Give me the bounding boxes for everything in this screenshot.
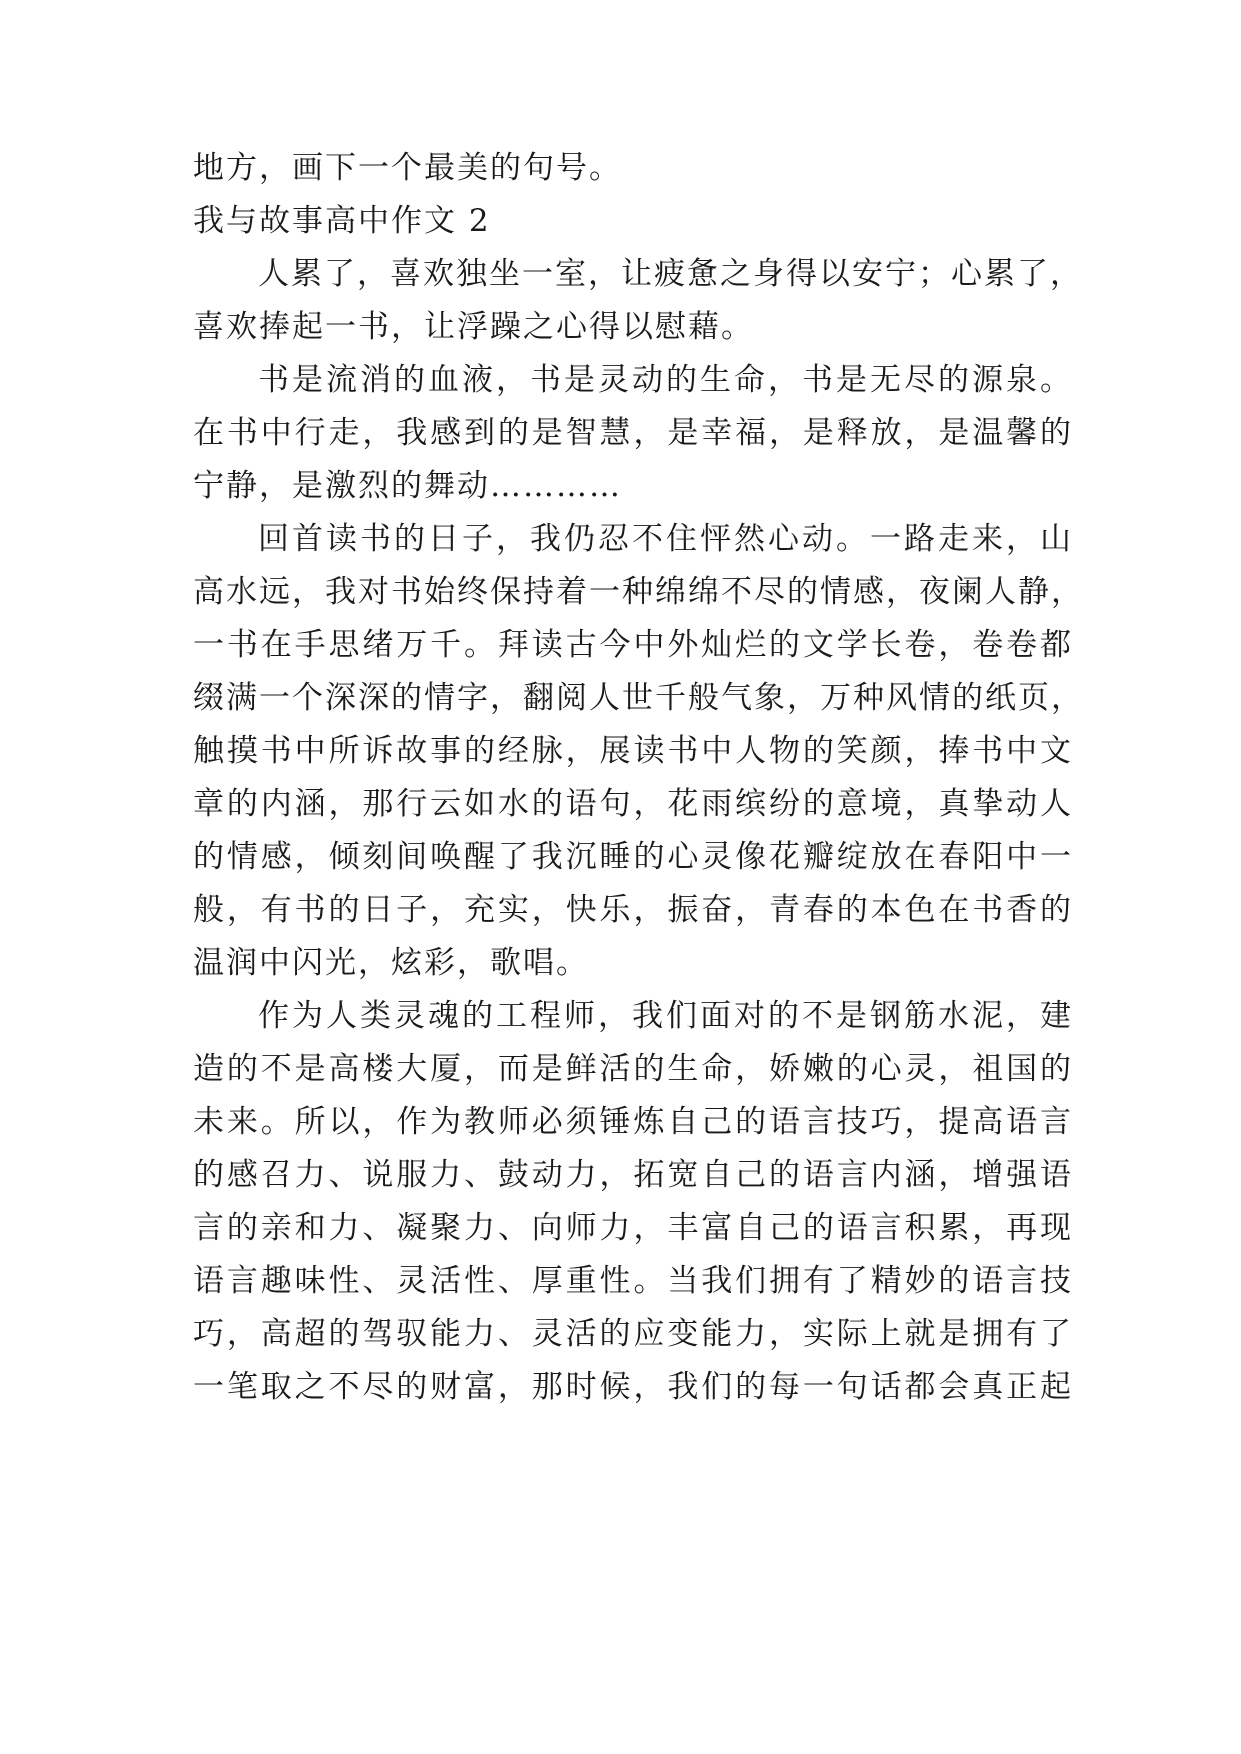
- text-line: 一笔取之不尽的财富，那时候，我们的每一句话都会真正起: [193, 1369, 1073, 1405]
- text-line: 书是流消的血液，书是灵动的生命，书是无尽的源泉。: [258, 362, 1073, 398]
- text-line: 造的不是高楼大厦，而是鲜活的生命，娇嫩的心灵，祖国的: [193, 1051, 1073, 1087]
- text-line: 喜欢捧起一书，让浮躁之心得以慰藉。: [193, 309, 754, 345]
- text-line: 般，有书的日子，充实，快乐，振奋，青春的本色在书香的: [193, 892, 1073, 928]
- text-line: 回首读书的日子，我仍忍不住怦然心动。一路走来，山: [258, 521, 1073, 557]
- text-line: 温润中闪光，炫彩，歌唱。: [193, 945, 589, 981]
- text-line: 缀满一个深深的情字，翻阅人世千般气象，万种风情的纸页，: [193, 680, 1084, 716]
- text-line: 地方，画下一个最美的句号。: [193, 150, 622, 186]
- section-heading: 我与故事高中作文 2: [193, 203, 491, 239]
- text-line: 巧，高超的驾驭能力、灵活的应变能力，实际上就是拥有了: [193, 1316, 1073, 1352]
- text-line: 的情感，倾刻间唤醒了我沉睡的心灵像花瓣绽放在春阳中一: [193, 839, 1073, 875]
- text-line: 言的亲和力、凝聚力、向师力，丰富自己的语言积累，再现: [193, 1210, 1073, 1246]
- text-line: 未来。所以，作为教师必须锤炼自己的语言技巧，提高语言: [193, 1104, 1073, 1140]
- text-line: 触摸书中所诉故事的经脉，展读书中人物的笑颜，捧书中文: [193, 733, 1073, 769]
- text-line: 章的内涵，那行云如水的语句，花雨缤纷的意境，真挚动人: [193, 786, 1073, 822]
- text-line: 人累了，喜欢独坐一室，让疲惫之身得以安宁；心累了，: [258, 256, 1083, 292]
- text-line: 高水远，我对书始终保持着一种绵绵不尽的情感，夜阑人静，: [193, 574, 1084, 610]
- text-line: 宁静，是激烈的舞动…………: [193, 468, 622, 504]
- text-line: 语言趣味性、灵活性、厚重性。当我们拥有了精妙的语言技: [193, 1263, 1073, 1299]
- text-line: 的感召力、说服力、鼓动力，拓宽自己的语言内涵，增强语: [193, 1157, 1073, 1193]
- text-line: 作为人类灵魂的工程师，我们面对的不是钢筋水泥，建: [258, 998, 1073, 1034]
- text-line: 在书中行走，我感到的是智慧，是幸福，是释放，是温馨的: [193, 415, 1073, 451]
- text-line: 一书在手思绪万千。拜读古今中外灿烂的文学长卷，卷卷都: [193, 627, 1073, 663]
